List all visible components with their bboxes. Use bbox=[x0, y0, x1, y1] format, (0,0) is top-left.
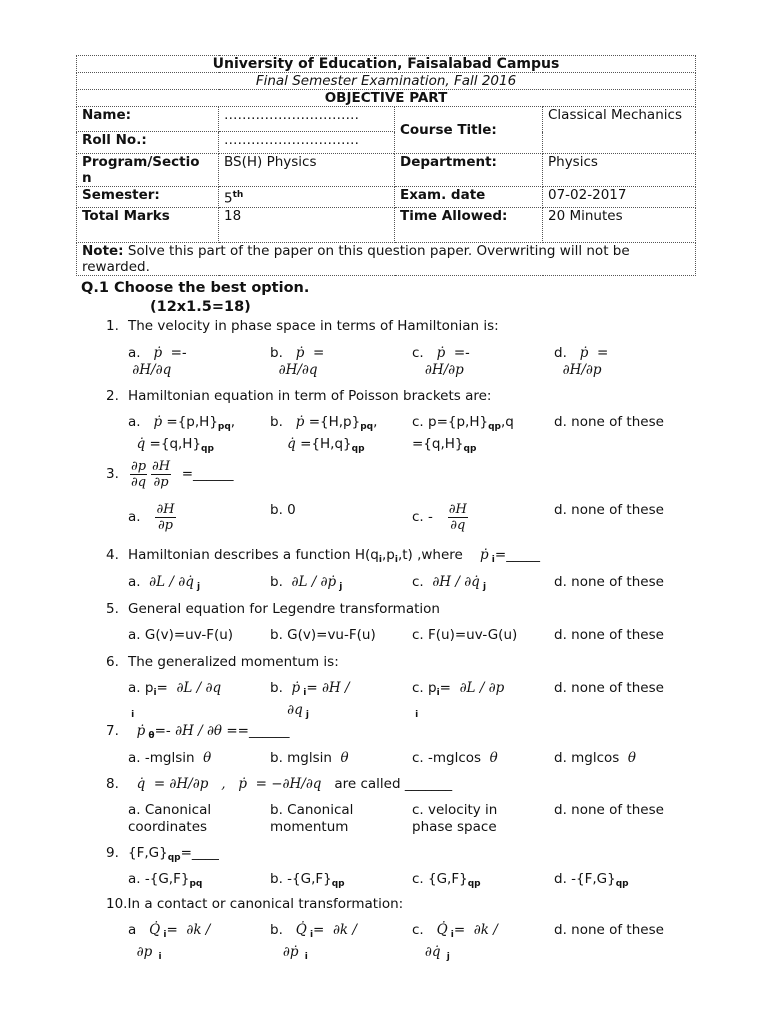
name-value[interactable]: ………………………… bbox=[219, 107, 395, 132]
note-text: Solve this part of the paper on this question paper. Overwriting will not be rewarded. bbox=[82, 242, 630, 275]
option-letter: b. bbox=[270, 574, 283, 590]
q3-option-c[interactable]: c. - $\frac{\partial H}{\partial q}$ bbox=[412, 502, 467, 533]
option-letter: b. bbox=[270, 345, 283, 361]
semester-number: 5 bbox=[224, 190, 233, 207]
option-text: d. mglcos bbox=[554, 750, 620, 766]
q10-option-a[interactable]: a Q̇ $_i$= ∂k / ∂p $_i$ bbox=[128, 922, 211, 962]
option-text: d. -{F,G} bbox=[554, 871, 616, 887]
question-number: 5. bbox=[106, 601, 119, 617]
question-text: {F,G} bbox=[128, 845, 168, 861]
option-letter: b. bbox=[270, 922, 283, 938]
section-title: Q.1 Choose the best option. bbox=[81, 280, 310, 296]
option-text: a. -mglsin bbox=[128, 750, 195, 766]
question-9 bbox=[106, 845, 219, 867]
option-letter: d. bbox=[554, 345, 567, 361]
course-title-label: Course Title: bbox=[395, 107, 543, 154]
question-number: 4. bbox=[106, 547, 119, 563]
q7-option-b[interactable]: b. mglsin θ bbox=[270, 750, 349, 766]
program-label: Program/Sectio n bbox=[77, 154, 219, 187]
question-number: 1. bbox=[106, 318, 119, 334]
exam-date-label: Exam. date bbox=[395, 187, 543, 208]
time-allowed-value: 20 Minutes bbox=[543, 207, 696, 242]
exam-title: Final Semester Examination, Fall 2016 bbox=[77, 73, 696, 90]
q8-option-a[interactable]: a. Canonical coordinates bbox=[128, 802, 212, 835]
q4-option-d[interactable]: d. none of these bbox=[554, 574, 664, 590]
question-subscript: qp bbox=[167, 853, 181, 863]
q2-option-a[interactable]: a. ṗ $=\{p,H\}_{pq}$, q̇ $=\{q,H\}_{qp}$ bbox=[128, 414, 236, 454]
q7-option-c[interactable]: c. -mglcos θ bbox=[412, 750, 498, 766]
q5-option-b[interactable]: b. G(v)=vu-F(u) bbox=[270, 627, 376, 643]
q1-option-b[interactable]: b. ṗ = ∂H/∂q bbox=[270, 345, 325, 378]
department-value: Physics bbox=[543, 154, 696, 187]
question-text: General equation for Legendre transformation bbox=[128, 601, 440, 617]
question-text: Hamiltonian equation in term of Poisson brackets are: bbox=[128, 388, 492, 404]
question-5 bbox=[106, 601, 440, 618]
option-text: b. mglsin bbox=[270, 750, 332, 766]
q3-option-d[interactable]: d. none of these bbox=[554, 502, 664, 518]
q8-option-d[interactable]: d. none of these bbox=[554, 802, 664, 818]
q9-option-b[interactable]: b. $-\{G,F\}_{qp}$ bbox=[270, 871, 345, 889]
program-value: BS(H) Physics bbox=[219, 154, 395, 187]
question-blank: =____ bbox=[180, 845, 219, 861]
note-row bbox=[77, 242, 696, 275]
semester-suffix: th bbox=[232, 190, 244, 200]
question-8: 8. q̇ = ∂H/∂p , ṗ = −∂H/∂q are called _______ bbox=[106, 776, 453, 792]
q7-option-a[interactable]: a. -mglsin θ bbox=[128, 750, 212, 766]
department-label: Department: bbox=[395, 154, 543, 187]
course-title-value: Classical Mechanics bbox=[543, 107, 696, 154]
q5-option-c[interactable]: c. F(u)=uv-G(u) bbox=[412, 627, 518, 643]
university-name: University of Education, Faisalabad Campus bbox=[77, 56, 696, 73]
option-letter: b. bbox=[270, 680, 283, 696]
option-letter: a. bbox=[128, 574, 141, 590]
q10-option-c[interactable]: c. Q̇ $_i$= ∂k / ∂q̇ $_j$ bbox=[412, 922, 498, 962]
name-label: Name: bbox=[77, 107, 219, 132]
option-text: c. -mglcos bbox=[412, 750, 482, 766]
question-number: 7. bbox=[106, 723, 119, 739]
option-letter: a. bbox=[128, 345, 141, 361]
question-text: The velocity in phase space in terms of Hamiltonian is: bbox=[128, 318, 499, 334]
option-text: a. p bbox=[128, 680, 154, 696]
option-letter: b. bbox=[270, 414, 283, 430]
q5-option-a[interactable]: a. G(v)=uv-F(u) bbox=[128, 627, 234, 643]
q1-option-a[interactable]: a. ṗ =- ∂H/∂q bbox=[128, 345, 187, 378]
option-text: c. p={p,H} bbox=[412, 414, 489, 430]
q6-option-a[interactable]: a. $p_i= \partial L / \partial q$ $_i$ bbox=[128, 680, 222, 720]
q4-option-b[interactable]: b. ∂L / ∂ṗ $_j$ bbox=[270, 574, 343, 592]
question-text: In a contact or canonical transformation: bbox=[127, 896, 404, 912]
time-allowed-label: Time Allowed: bbox=[395, 207, 543, 242]
q9-option-d[interactable]: d. $-\{F,G\}_{qp}$ bbox=[554, 871, 629, 889]
question-text: are called _______ bbox=[334, 776, 453, 792]
question-1 bbox=[106, 318, 499, 335]
option-letter: a bbox=[128, 922, 137, 938]
part-title: OBJECTIVE PART bbox=[77, 90, 696, 107]
option-text: b. -{G,F} bbox=[270, 871, 332, 887]
semester-label: Semester: bbox=[77, 187, 219, 208]
option-text: a. -{G,F} bbox=[128, 871, 190, 887]
q3-option-a[interactable]: a. $\frac{\partial H}{\partial p}$ bbox=[128, 502, 175, 533]
question-blank: =_____ bbox=[494, 547, 540, 563]
note-label: Note: bbox=[82, 242, 124, 259]
question-6 bbox=[106, 654, 339, 671]
exam-header-table bbox=[76, 55, 696, 276]
option-letter: c. bbox=[412, 574, 424, 590]
question-text: =______ bbox=[181, 466, 234, 482]
question-number: 10. bbox=[106, 896, 128, 912]
q6-option-d[interactable]: d. none of these bbox=[554, 680, 664, 696]
section-marks: (12x1.5=18) bbox=[150, 299, 251, 315]
question-number: 2. bbox=[106, 388, 119, 404]
q10-option-b[interactable]: b. Q̇ $_i$= ∂k / ∂ṗ $_i$ bbox=[270, 922, 357, 962]
option-letter: c. bbox=[412, 922, 424, 938]
question-text: The generalized momentum is: bbox=[128, 654, 339, 670]
option-text: c. p bbox=[412, 680, 437, 696]
question-blank: =______ bbox=[237, 723, 290, 739]
question-text: Hamiltonian describes a function H(q bbox=[128, 547, 379, 563]
q3-option-b[interactable]: b. 0 bbox=[270, 502, 296, 518]
total-marks-value: 18 bbox=[219, 207, 395, 242]
q8-option-c[interactable]: c. velocity in phase space bbox=[412, 802, 498, 835]
roll-label: Roll No.: bbox=[77, 132, 219, 154]
option-letter: c. bbox=[412, 345, 424, 361]
q2-option-d[interactable]: d. none of these bbox=[554, 414, 664, 430]
semester-value bbox=[219, 187, 395, 208]
option-text: c. {G,F} bbox=[412, 871, 468, 887]
q4-option-a[interactable]: a. ∂L / ∂q̇ $_j$ bbox=[128, 574, 201, 592]
question-3: 3. $\frac{\partial p}{\partial q}$ $\frac{\partial H}{\partial p}$ =______ bbox=[106, 459, 234, 490]
q6-option-c[interactable]: c. $p_i= \partial L / \partial p$ $_i$ bbox=[412, 680, 505, 720]
option-letter: c. - bbox=[412, 509, 433, 525]
total-marks-label: Total Marks bbox=[77, 207, 219, 242]
q8-option-b[interactable]: b. Canonical momentum bbox=[270, 802, 354, 835]
q2-option-c[interactable]: c. $p=\{p,H\}_{qp},q$ $=\{q,H\}_{qp}$ bbox=[412, 414, 514, 454]
q9-option-c[interactable]: c. $\{G,F\}_{qp}$ bbox=[412, 871, 481, 889]
question-4: 4. Hamiltonian describes a function $H(q_i,p_i,t)$ ,where ṗ $_i$=_____ bbox=[106, 547, 540, 565]
q7-option-d[interactable]: d. mglcos θ bbox=[554, 750, 637, 766]
q1-option-c[interactable]: c. ṗ =- ∂H/∂p bbox=[412, 345, 470, 378]
question-number: 8. bbox=[106, 776, 119, 792]
roll-value[interactable]: ………………………… bbox=[219, 132, 395, 154]
question-7: 7. ṗ $_\theta$=- ∂H / ∂θ ==______ bbox=[106, 723, 290, 741]
exam-date-value: 07-02-2017 bbox=[543, 187, 696, 208]
q10-option-d[interactable]: d. none of these bbox=[554, 922, 664, 938]
question-number: 6. bbox=[106, 654, 119, 670]
question-2 bbox=[106, 388, 491, 405]
q5-option-d[interactable]: d. none of these bbox=[554, 627, 664, 643]
q4-option-c[interactable]: c. ∂H / ∂q̇ $_j$ bbox=[412, 574, 487, 592]
question-number: 9. bbox=[106, 845, 119, 861]
question-number: 3. bbox=[106, 466, 119, 482]
option-letter: a. bbox=[128, 414, 141, 430]
q2-option-b[interactable]: b. ṗ $=\{H,p\}_{pq}$, q̇ $=\{H,q\}_{qp}$ bbox=[270, 414, 378, 454]
question-10 bbox=[106, 896, 403, 913]
q9-option-a[interactable]: a. $-\{G,F\}_{pq}$ bbox=[128, 871, 203, 889]
q1-option-d[interactable]: d. ṗ = ∂H/∂p bbox=[554, 345, 609, 378]
option-letter: a. bbox=[128, 509, 141, 525]
q6-option-b[interactable]: b. ṗ $_i$= ∂H / ∂q $_j$ bbox=[270, 680, 350, 720]
